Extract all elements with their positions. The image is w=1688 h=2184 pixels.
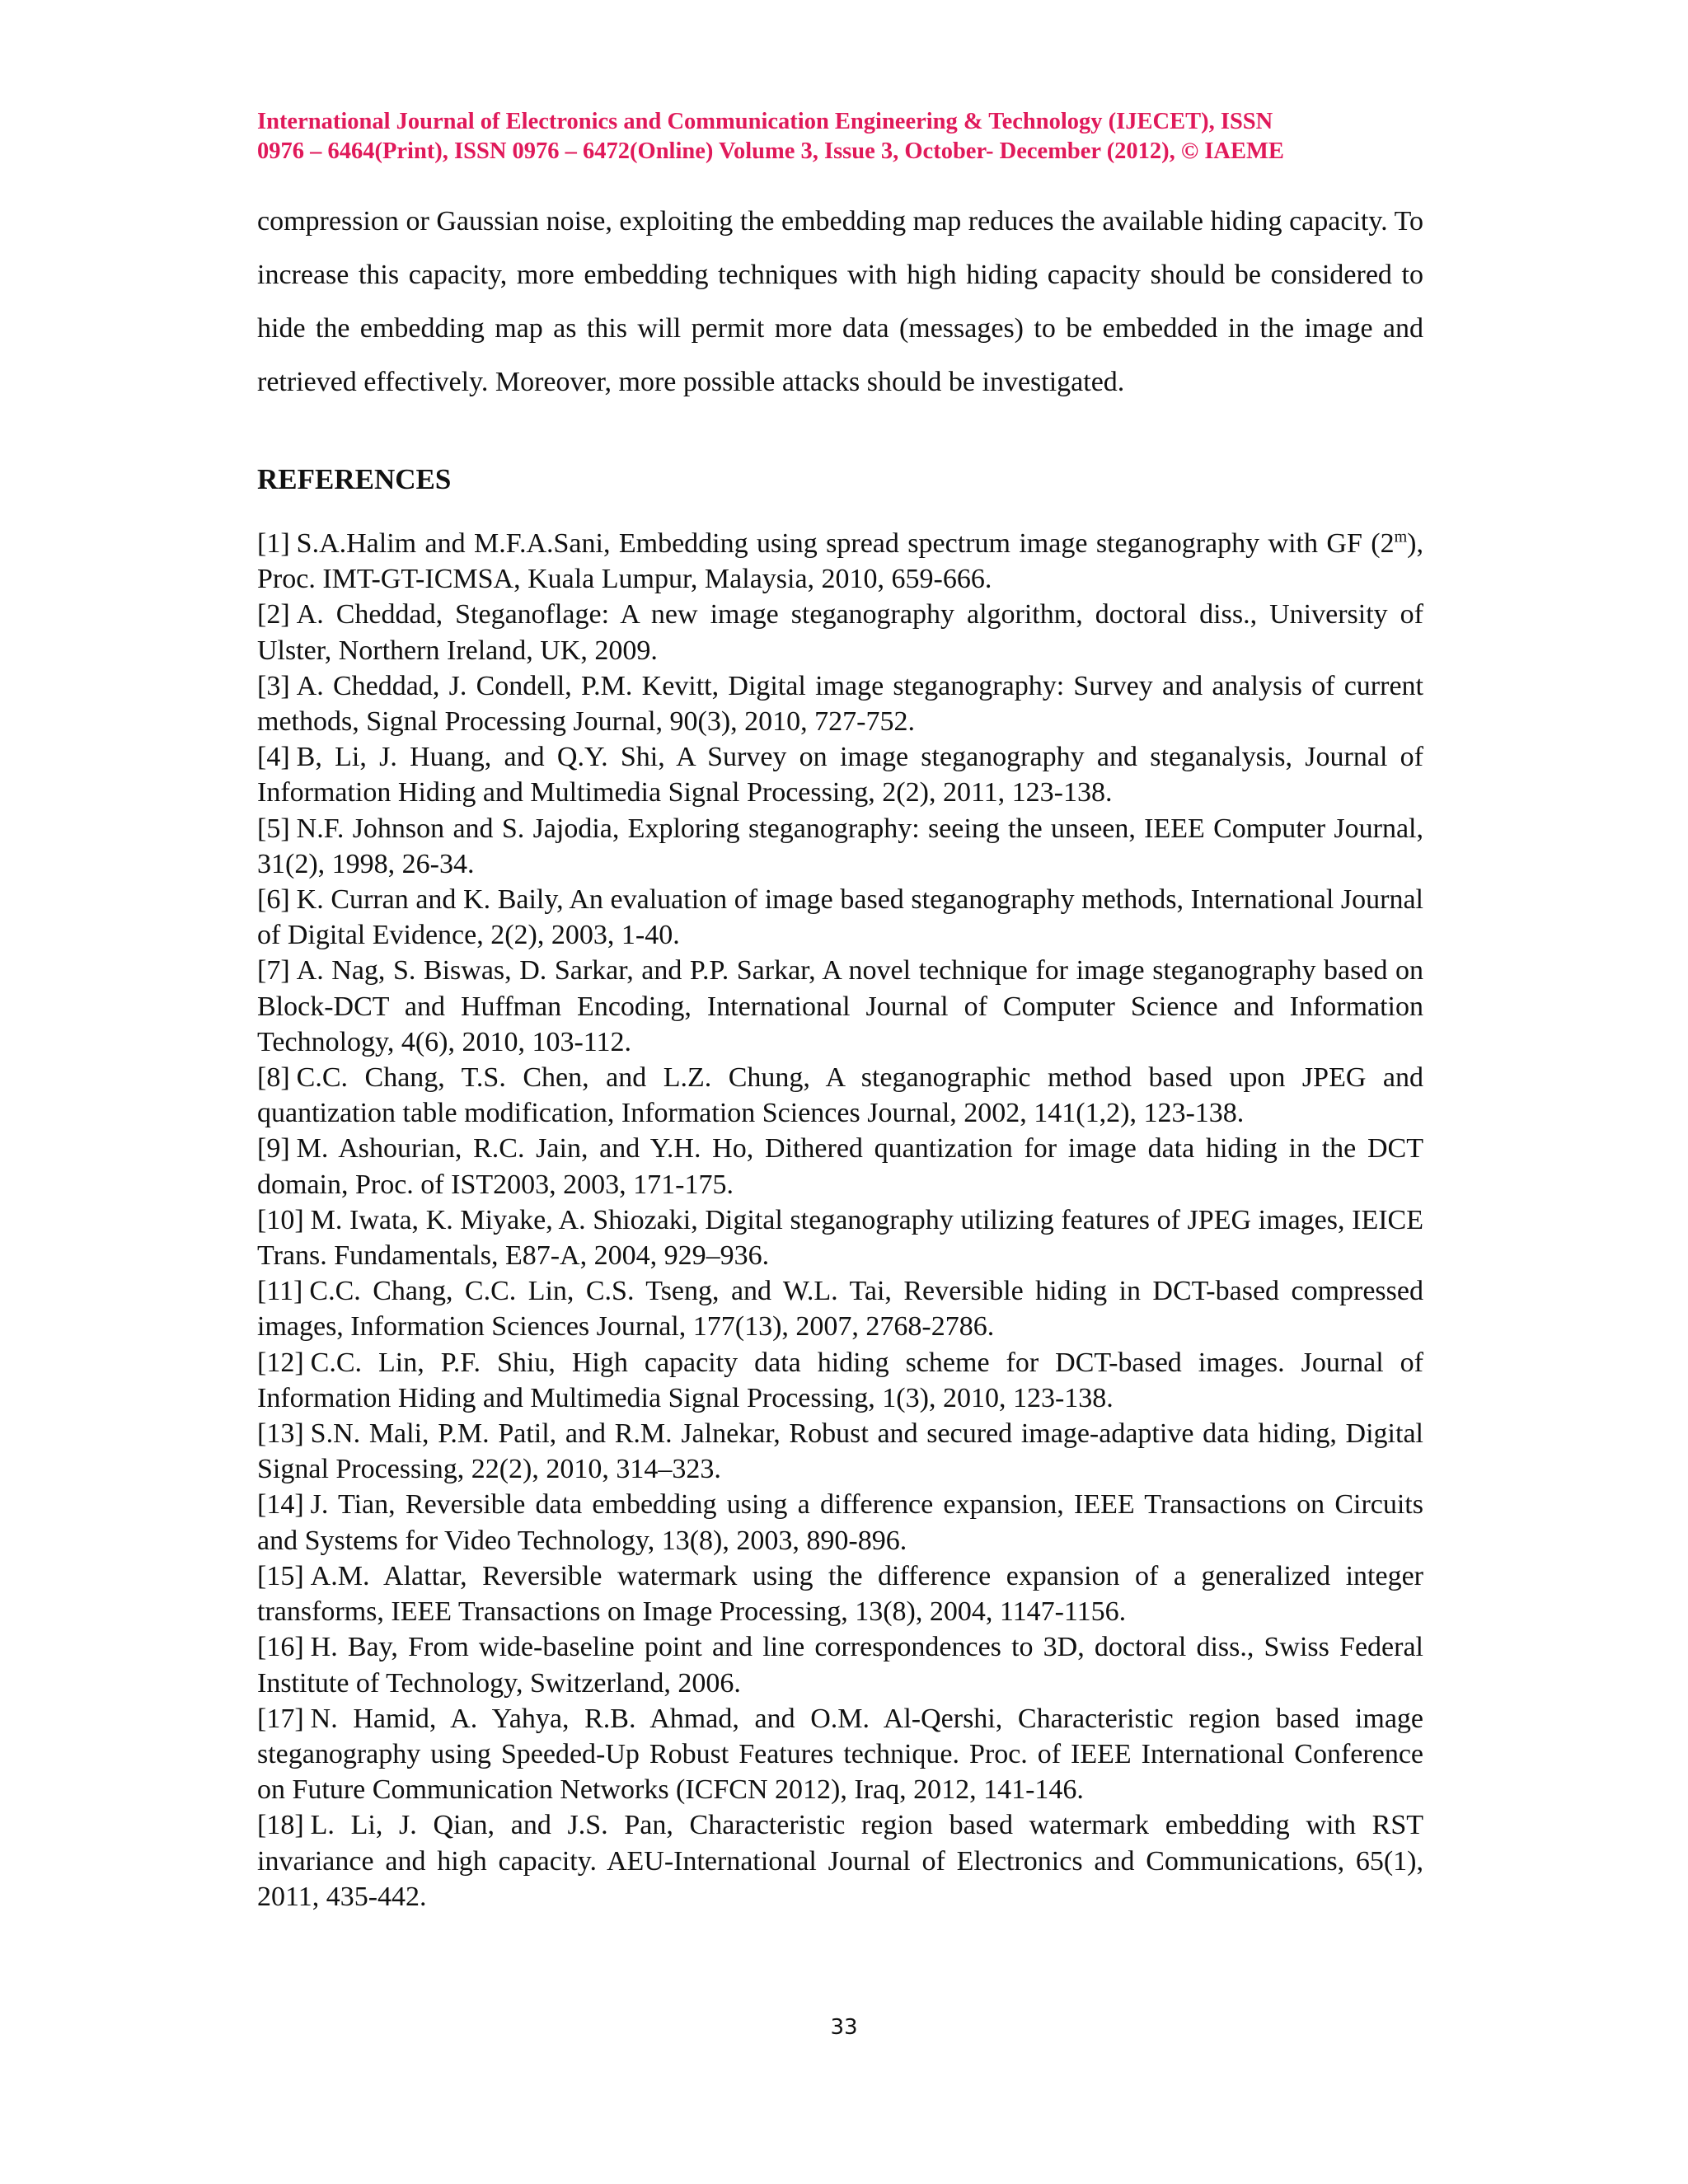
reference-text: H. Bay, From wide-baseline point and line correspondences to 3D, doctoral diss., Swiss Federal Institute of Technology, Switzerland, 2006. [257, 1632, 1423, 1699]
reference-superscript: m [1394, 527, 1408, 546]
reference-item [257, 597, 1423, 668]
journal-header-line-2: 0976 – 6464(Print), ISSN 0976 – 6472(Online) Volume 3, Issue 3, October- December (2012), © IAEME [257, 138, 1284, 164]
reference-text: C.C. Lin, P.F. Shiu, High capacity data hiding scheme for DCT-based images. Journal of Information Hiding and Multimedia Signal Processing, 1(3), 2010, 123-138. [257, 1347, 1423, 1413]
reference-text: J. Tian, Reversible data embedding using a difference expansion, IEEE Transactions on Circuits and Systems for Video Technology, 13(8), 2003, 890-896. [257, 1489, 1423, 1556]
reference-item [257, 1345, 1423, 1416]
reference-number: [18] [257, 1810, 304, 1841]
reference-item [257, 1060, 1423, 1131]
reference-number: [17] [257, 1703, 304, 1734]
reference-item [257, 739, 1423, 810]
reference-item [257, 1202, 1423, 1273]
reference-number: [14] [257, 1489, 304, 1521]
page-number: 33 [830, 2015, 858, 2040]
reference-text: B, Li, J. Huang, and Q.Y. Shi, A Survey on image steganography and steganalysis, Journal of Information Hiding and Multimedia Signal Processing, 2(2), 2011, 123-138. [257, 742, 1423, 808]
reference-item [257, 1629, 1423, 1700]
reference-item [257, 1416, 1423, 1487]
reference-item [257, 811, 1423, 882]
reference-item [257, 882, 1423, 953]
journal-header [257, 107, 1423, 166]
reference-text: S.N. Mali, P.M. Patil, and R.M. Jalnekar, Robust and secured image-adaptive data hiding, Digital Signal Processing, 22(2), 2010, 314–323. [257, 1418, 1423, 1485]
reference-text: A. Cheddad, J. Condell, P.M. Kevitt, Digital image steganography: Survey and analysis of current methods, Signal Processing Journal, 90(3), 2010, 727-752. [257, 670, 1423, 738]
reference-item [257, 1273, 1423, 1344]
reference-text-continued: ), Proc. IMT-GT-ICMSA, Kuala Lumpur, Malaysia, 2010, 659-666. [257, 528, 1423, 595]
reference-number: [5] [257, 813, 290, 844]
reference-text: M. Ashourian, R.C. Jain, and Y.H. Ho, Dithered quantization for image data hiding in the DCT domain, Proc. of IST2003, 2003, 171-175. [257, 1133, 1423, 1200]
reference-number: [4] [257, 742, 290, 773]
reference-item [257, 668, 1423, 739]
reference-number: [16] [257, 1632, 304, 1663]
reference-number: [2] [257, 599, 290, 630]
reference-text: N. Hamid, A. Yahya, R.B. Ahmad, and O.M. Al-Qershi, Characteristic region based image steganography using Speeded-Up Robust Features technique. Proc. of IEEE International Conference on Future Communication Networks (ICFCN 2012), Iraq, 2012, 141-146. [257, 1703, 1423, 1806]
references-list [257, 526, 1423, 1915]
reference-text: K. Curran and K. Baily, An evaluation of image based steganography methods, International Journal of Digital Evidence, 2(2), 2003, 1-40. [257, 884, 1423, 951]
reference-number: [1] [257, 528, 290, 559]
reference-number: [7] [257, 955, 290, 987]
reference-item [257, 1131, 1423, 1202]
reference-text: A.M. Alattar, Reversible watermark using the difference expansion of a generalized integer transforms, IEEE Transactions on Image Processing, 13(8), 2004, 1147-1156. [257, 1560, 1423, 1628]
reference-text: A. Cheddad, Steganoflage: A new image steganography algorithm, doctoral diss., University of Ulster, Northern Ireland, UK, 2009. [257, 599, 1423, 666]
journal-header-line-1: International Journal of Electronics and Communication Engineering & Technology (IJECET), ISSN [257, 109, 1273, 134]
reference-number: [10] [257, 1204, 304, 1235]
reference-number: [6] [257, 884, 290, 916]
reference-item [257, 1487, 1423, 1558]
reference-number: [8] [257, 1062, 290, 1094]
reference-number: [12] [257, 1347, 304, 1378]
reference-number: [3] [257, 670, 290, 701]
reference-text: C.C. Chang, T.S. Chen, and L.Z. Chung, A steganographic method based upon JPEG and quantization table modification, Information Sciences Journal, 2002, 141(1,2), 123-138. [257, 1062, 1423, 1129]
reference-item [257, 1807, 1423, 1915]
reference-item [257, 1701, 1423, 1808]
references-heading: REFERENCES [257, 463, 452, 495]
reference-number: [15] [257, 1560, 304, 1591]
reference-text: M. Iwata, K. Miyake, A. Shiozaki, Digital steganography utilizing features of JPEG images, IEICE Trans. Fundamentals, E87-A, 2004, 929–936. [257, 1204, 1423, 1272]
reference-text: A. Nag, S. Biswas, D. Sarkar, and P.P. Sarkar, A novel technique for image steganography based on Block-DCT and Huffman Encoding, International Journal of Computer Science and Information Technology, 4(6), 2010, 103-112. [257, 955, 1423, 1057]
reference-text: C.C. Chang, C.C. Lin, C.S. Tseng, and W.L. Tai, Reversible hiding in DCT-based compressed images, Information Sciences Journal, 177(13), 2007, 2768-2786. [257, 1276, 1423, 1343]
reference-item [257, 526, 1423, 597]
reference-number: [13] [257, 1418, 304, 1450]
reference-text: S.A.Halim and M.F.A.Sani, Embedding using spread spectrum image steganography with GF (2 [296, 528, 1395, 559]
reference-item [257, 1558, 1423, 1629]
body-paragraph: compression or Gaussian noise, exploiting the embedding map reduces the available hiding capacity. To increase this capacity, more embedding techniques with high hiding capacity should be considered to hide the embedding map as this will permit more data (messages) to be embedded in the image and retrieved effectively. Moreover, more possible attacks should be investigated. [257, 206, 1423, 397]
reference-number: [11] [257, 1276, 303, 1307]
reference-item [257, 953, 1423, 1060]
reference-text: N.F. Johnson and S. Jajodia, Exploring steganography: seeing the unseen, IEEE Computer Journal, 31(2), 1998, 26-34. [257, 813, 1423, 879]
reference-number: [9] [257, 1133, 290, 1165]
reference-text: L. Li, J. Qian, and J.S. Pan, Characteristic region based watermark embedding with RST invariance and high capacity. AEU-International Journal of Electronics and Communications, 65(1), 2011, 435-442. [257, 1810, 1423, 1912]
